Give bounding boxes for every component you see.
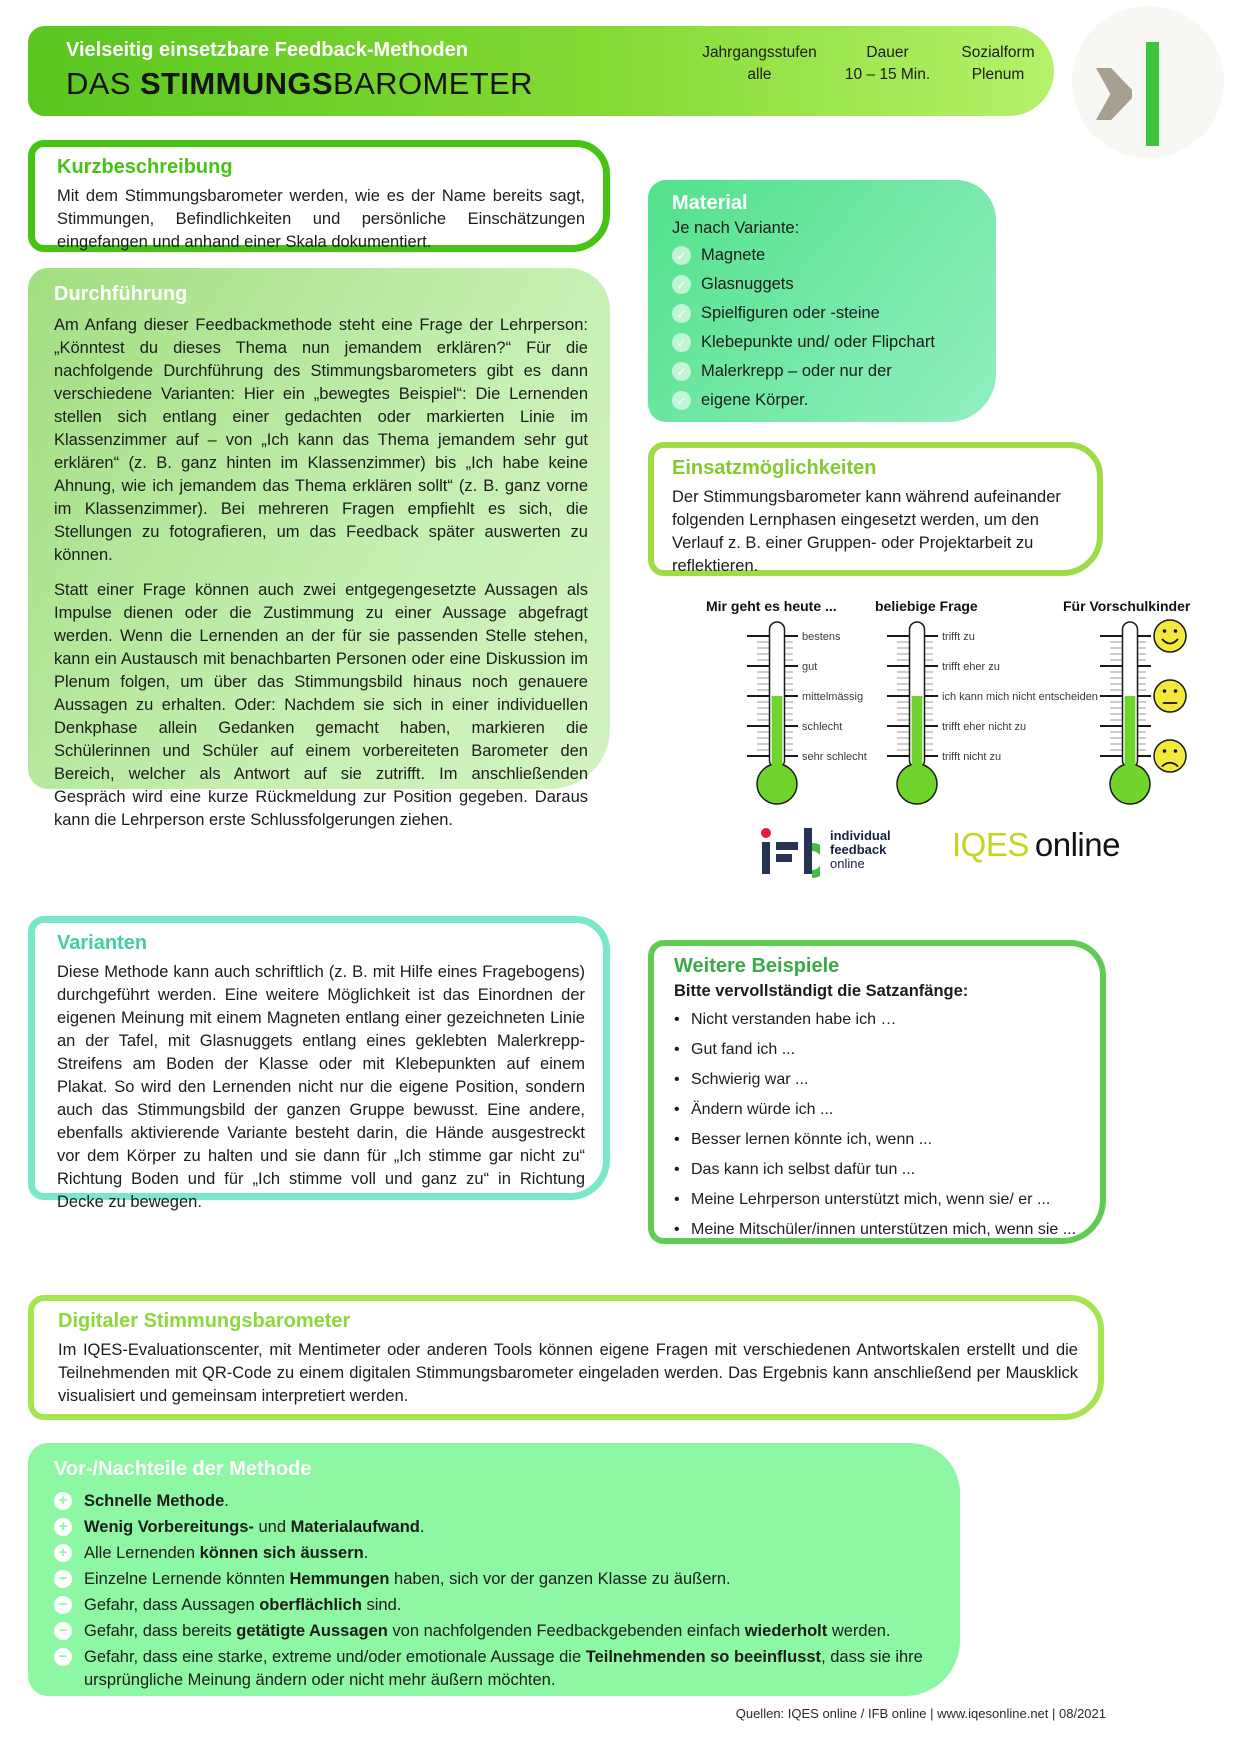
section-title: Kurzbeschreibung — [57, 156, 233, 178]
meta-value: 10 – 15 Min. — [844, 66, 931, 83]
check-icon — [672, 362, 691, 381]
section-title: Einsatzmöglichkeiten — [672, 457, 877, 479]
ifb-logo-text — [830, 826, 891, 871]
page-title-bold: STIMMUNGS — [139, 66, 334, 101]
con-item — [54, 1646, 934, 1692]
minus-icon — [54, 1570, 72, 1588]
minus-icon — [54, 1596, 72, 1614]
ifb-logo-line: online — [830, 856, 865, 871]
material-item-label: Klebepunkte und/ oder Flipchart — [701, 333, 935, 351]
section-kurzbeschreibung — [28, 140, 610, 252]
page-title — [66, 66, 533, 102]
ifb-logo-line: individual — [830, 828, 891, 843]
list-item: • Ändern würde ich ... — [674, 1100, 1086, 1120]
material-intro: Je nach Variante: — [672, 219, 800, 237]
thermo-scale-label: bestens — [802, 631, 841, 643]
material-item-label: Glasnuggets — [701, 275, 794, 293]
thermo-scale-label: trifft nicht zu — [942, 751, 1002, 763]
list-item: • Nicht verstanden habe ich … — [674, 1010, 1086, 1030]
material-list — [672, 241, 978, 415]
thermo-scale-label: trifft eher zu — [942, 661, 1000, 673]
smiley-sad-icon — [1154, 740, 1186, 772]
section-title: Weitere Beispiele — [674, 955, 840, 977]
ifb-logo-line: feedback — [830, 842, 887, 857]
header-meta — [692, 44, 1048, 84]
pro-item — [54, 1516, 934, 1539]
material-item-label: Magnete — [701, 246, 766, 264]
smiley-happy-icon — [1154, 620, 1186, 652]
section-vor-nachteile — [28, 1443, 960, 1696]
pro-item-text: Schnelle Methode. — [84, 1492, 229, 1510]
meta-label: Sozialform — [961, 44, 1035, 61]
list-item: • Schwierig war ... — [674, 1070, 1086, 1090]
meta-label: Jahrgangsstufen — [702, 44, 817, 61]
thermo-scale-label: mittelmässig — [802, 691, 864, 703]
section-paragraph-1: Am Anfang dieser Feedbackmethode steht eine Frage der Lehrperson: „Könntest du dieses Thema nun jemandem erklären?“ Für die nachfolgende Durchführung des Stimmungsbarometers gibt es dann verschiedene Varianten: Hier ein „bewegtes Beispiel“: Die Lernenden stellen sich entlang einer gedachten oder markierten Linie im Klassenzimmer auf – von „Ich kann das Thema jemandem sehr gut erklären“ (z. B. ganz hinten im Klassenzimmer) bis „Ich habe keine Ahnung, wie ich jemandem das Thema erklären sollt“ (z. B. ganz vorne im Klassenzimmer). Bei mehreren Fragen empfiehlt es sich, die Stellungen zu fotografieren, um das Feedback später auswerten zu können. — [54, 316, 588, 564]
section-title: Durchführung — [54, 283, 188, 305]
section-title: Vor-/Nachteile der Methode — [54, 1458, 312, 1480]
pro-item — [54, 1542, 934, 1565]
minus-icon — [54, 1648, 72, 1666]
con-item-text: Gefahr, dass eine starke, extreme und/oder emotionale Aussage die Teilnehmenden so beeinflusst, dass sie ihre ursprüngliche Meinung ändern oder nicht mehr äußern möchten. — [84, 1648, 923, 1689]
page-title-rest: BAROMETER — [333, 66, 533, 101]
meta-value: Plenum — [971, 66, 1025, 83]
list-item — [672, 357, 978, 386]
header-band — [28, 26, 1054, 116]
con-item-text: Gefahr, dass bereits getätigte Aussagen von nachfolgenden Feedbackgebenden einfach wiederholt werden. — [84, 1622, 891, 1640]
iqes-logo-accent: IQES — [952, 826, 1029, 863]
thermometer-3-title: Für Vorschulkinder — [1063, 598, 1191, 614]
footer-sources: Quellen: IQES online / IFB online | www.iqesonline.net | 08/2021 — [735, 1706, 1106, 1721]
list-item: • Meine Mitschüler/innen unterstützen mich, wenn sie ... — [674, 1220, 1086, 1240]
thermo-scale-label: trifft zu — [942, 631, 975, 643]
section-title: Digitaler Stimmungsbarometer — [58, 1310, 351, 1332]
material-item-label: eigene Körper. — [701, 391, 809, 409]
thermo-scale-label: gut — [802, 661, 818, 673]
meta-value: alle — [747, 66, 772, 83]
section-body: Mit dem Stimmungsbarometer werden, wie es der Name bereits sagt, Stimmungen, Befindlichkeiten und persönliche Einschätzungen eingefangen und anhand einer Skala dokumentiert. — [57, 187, 585, 251]
check-icon — [672, 275, 691, 294]
list-item — [672, 299, 978, 328]
minus-icon — [54, 1622, 72, 1640]
thermometer-2-title: beliebige Frage — [875, 598, 978, 614]
section-body: Im IQES-Evaluationscenter, mit Mentimeter oder anderen Tools können eigene Fragen mit verschiedenen Antwortskalen erstellt und die Teilnehmenden mit QR-Code zu einem digitalen Stimmungsbarometer eingeladen werden. Das Ergebnis kann anschließend per Mausklick visualisiert und gemeinsam interpretiert werden. — [58, 1341, 1078, 1405]
list-item: • Das kann ich selbst dafür tun ... — [674, 1160, 1086, 1180]
barometer-bar-icon — [1146, 42, 1159, 146]
section-body: Diese Methode kann auch schriftlich (z. B. mit Hilfe eines Fragebogens) durchgeführt werden. Eine weitere Möglichkeit ist das Einordnen der eigenen Meinung mit einem Magneten entlang einer gezeichneten Linie an der Tafel, mit Glasnuggets entlang eines geklebten Malerkrepp-Streifens am Boden der Klasse oder mit Klebepunkten auf einem Plakat. So wird den Lernenden nicht nur die eigene Position, sondern auch das Stimmungsbild der ganzen Gruppe bewusst. Eine andere, ebenfalls aktivierende Variante besteht darin, die Hände ausgestreckt vor dem Körper zu halten und sie dann für „Ich stimme gar nicht zu“ Richtung Boden und für „Ich stimme voll und ganz zu“ in Richtung Decke zu bewegen. — [57, 963, 585, 1211]
section-body: Der Stimmungsbarometer kann während aufeinander folgenden Lernphasen eingesetzt werden, um den Verlauf z. B. einer Gruppen- oder Projektarbeit zu reflektieren. — [672, 488, 1061, 575]
thermo-scale-label: sehr schlecht — [802, 751, 867, 763]
check-icon — [672, 391, 691, 410]
pro-item-text: Alle Lernenden können sich äussern. — [84, 1544, 369, 1562]
section-durchfuehrung — [28, 268, 610, 829]
con-item — [54, 1594, 934, 1617]
section-digitaler-stimmungsbarometer — [28, 1295, 1104, 1420]
section-title: Varianten — [57, 932, 148, 954]
pro-item-text: Wenig Vorbereitungs- und Materialaufwand. — [84, 1518, 425, 1536]
section-varianten — [28, 916, 610, 1211]
thermometer-body — [1110, 622, 1150, 804]
thermometer-body — [757, 622, 797, 804]
page-title-prefix: DAS — [66, 66, 140, 101]
weitere-list — [674, 1010, 1086, 1240]
thermo-scale-label: trifft eher nicht zu — [942, 721, 1027, 733]
con-item-text: Einzelne Lernende könnten Hemmungen haben, sich vor der ganzen Klasse zu äußern. — [84, 1570, 731, 1588]
weitere-intro: Bitte vervollständigt die Satzanfänge: — [674, 982, 969, 1000]
list-item: • Meine Lehrperson unterstützt mich, wenn sie/ er ... — [674, 1190, 1086, 1210]
thermo-scale-label: schlecht — [802, 721, 843, 733]
list-item — [672, 328, 978, 357]
ifb-logo-mark — [760, 826, 820, 878]
plus-icon — [54, 1544, 72, 1562]
meta-label: Dauer — [866, 44, 909, 61]
thermometer-body — [897, 622, 937, 804]
check-icon — [672, 333, 691, 352]
pro-item — [54, 1490, 934, 1513]
header-kicker: Vielseitig einsetzbare Feedback-Methoden — [66, 39, 468, 61]
plus-icon — [54, 1518, 72, 1536]
meta-sozialform — [948, 44, 1048, 84]
meta-jahrgangsstufen — [692, 44, 827, 84]
meta-dauer — [835, 44, 940, 84]
list-item: • Besser lernen könnte ich, wenn ... — [674, 1130, 1086, 1150]
material-item-label: Malerkrepp – oder nur der — [701, 362, 892, 380]
iqes-online-logo — [952, 826, 1120, 864]
thermo-scale-label: ich kann mich nicht entscheiden — [942, 691, 1098, 703]
section-title: Material — [672, 192, 748, 214]
con-item-text: Gefahr, dass Aussagen oberflächlich sind. — [84, 1596, 402, 1614]
corner-barometer-mark — [1072, 6, 1224, 158]
check-icon — [672, 246, 691, 265]
thermometer-2 — [880, 616, 1115, 816]
section-material — [648, 180, 996, 422]
chevron-right-icon — [1096, 68, 1132, 120]
plus-icon — [54, 1492, 72, 1510]
list-item: • Gut fand ich ... — [674, 1040, 1086, 1060]
material-item-label: Spielfiguren oder -steine — [701, 304, 880, 322]
section-weitere-beispiele — [648, 940, 1106, 1244]
section-paragraph-2: Statt einer Frage können auch zwei entgegengesetzte Aussagen als Impulse dienen oder die Zustimmung zu einer Aussage abgefragt werden. Wenn die Lernenden an der für sie passenden Stelle stehen, kann ein Austausch mit benachbarten Personen oder eine Diskussion im Plenum folgen, um über das Stimmungsbild hinaus noch genauere Aussagen zu erhalten. Oder: Nachdem sie sich in einer individuellen Denkphase allein Gedanken gemacht haben, markieren die Schülerinnen und Schüler auf einem vorbereiteten Barometer den Bereich, welcher als Antwort auf sie zutrifft. Im anschließenden Gespräch wird eine kurze Rückmeldung zur Position gegeben. Daraus kann die Lehrperson erste Schlussfolgerungen ziehen. — [54, 581, 588, 829]
pros-cons-list — [54, 1490, 934, 1692]
ifb-logo — [760, 826, 891, 878]
iqes-logo-rest: online — [1034, 826, 1120, 863]
list-item — [672, 386, 978, 415]
section-einsatzmoeglichkeiten — [648, 442, 1103, 576]
con-item — [54, 1620, 934, 1643]
list-item — [672, 241, 978, 270]
list-item — [672, 270, 978, 299]
con-item — [54, 1568, 934, 1591]
check-icon — [672, 304, 691, 323]
smiley-neutral-icon — [1154, 680, 1186, 712]
thermometer-1-title: Mir geht es heute ... — [706, 598, 837, 614]
thermometer-3 — [1093, 616, 1208, 816]
